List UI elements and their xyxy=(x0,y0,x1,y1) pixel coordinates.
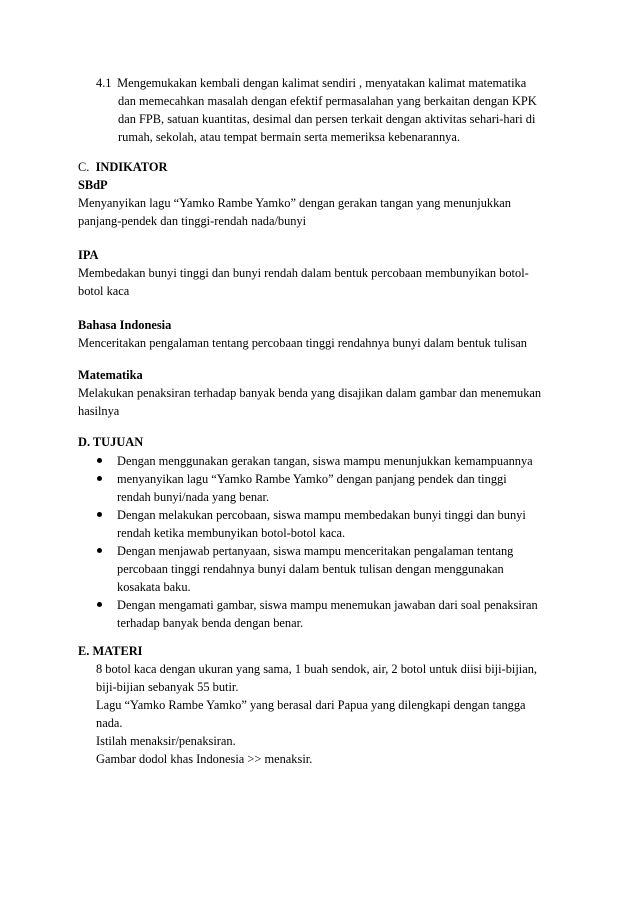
competency-line-1: Mengemukakan kembali dengan kalimat sendiri , menyatakan kalimat matematika xyxy=(117,76,527,90)
section-title: INDIKATOR xyxy=(95,160,168,174)
bahasa-line-1: Menceritakan pengalaman tentang percobaan tinggi rendahnya bunyi dalam bentuk tulisan xyxy=(78,336,528,350)
tujuan-3-line-1: Dengan melakukan percobaan, siswa mampu membedakan bunyi tinggi dan bunyi xyxy=(117,508,526,522)
materi-line-1: 8 botol kaca dengan ukuran yang sama, 1 buah sendok, air, 2 botol untuk diisi biji-bijian, xyxy=(96,662,538,676)
tujuan-3-line-2: rendah ketika membunyikan botol-botol kaca. xyxy=(117,526,346,540)
sbdp-title: SBdP xyxy=(78,178,108,192)
list-item xyxy=(93,452,563,470)
tujuan-list xyxy=(93,452,563,632)
list-item xyxy=(93,596,563,632)
materi-line-4: nada. xyxy=(96,716,123,730)
indikator-bahasa-indonesia xyxy=(78,316,558,352)
tujuan-2-line-2: rendah bunyi/nada yang benar. xyxy=(117,490,270,504)
list-item xyxy=(93,542,563,596)
ipa-title: IPA xyxy=(78,248,99,262)
indikator-sbdp xyxy=(78,176,558,230)
ipa-line-1: Membedakan bunyi tinggi dan bunyi rendah dalam bentuk percobaan membunyikan botol- xyxy=(78,266,529,280)
matematika-line-1: Melakukan penaksiran terhadap banyak benda yang disajikan dalam gambar dan menemukan xyxy=(78,386,542,400)
tujuan-4-line-1: Dengan menjawab pertanyaan, siswa mampu menceritakan pengalaman tentang xyxy=(117,544,514,558)
matematika-title: Matematika xyxy=(78,368,143,382)
competency-number: 4.1 xyxy=(96,76,112,90)
materi-line-5: Istilah menaksir/penaksiran. xyxy=(96,734,236,748)
bahasa-title: Bahasa Indonesia xyxy=(78,318,172,332)
list-item xyxy=(93,470,563,506)
section-tujuan-heading: D. TUJUAN xyxy=(78,435,144,449)
competency-line-3: dan FPB, satuan kuantitas, desimal dan persen terkait dengan aktivitas sehari-hari di xyxy=(118,112,536,126)
tujuan-4-line-2: percobaan tinggi rendahnya bunyi dalam bentuk tulisan dengan menggunakan xyxy=(117,562,504,576)
tujuan-1-line-1: Dengan menggunakan gerakan tangan, siswa mampu menunjukkan kemampuannya xyxy=(117,454,533,468)
sbdp-line-1: Menyanyikan lagu “Yamko Rambe Yamko” dengan gerakan tangan yang menunjukkan xyxy=(78,196,511,210)
list-item xyxy=(93,506,563,542)
materi-line-6: Gambar dodol khas Indonesia >> menaksir. xyxy=(96,752,313,766)
competency-line-4: rumah, sekolah, atau tempat bermain serta memeriksa kebenarannya. xyxy=(118,130,460,144)
competency-line-2: dan memecahkan masalah dengan efektif permasalahan yang berkaitan dengan KPK xyxy=(118,94,537,108)
competency-4-1 xyxy=(96,74,566,146)
ipa-line-2: botol kaca xyxy=(78,284,130,298)
tujuan-2-line-1: menyanyikan lagu “Yamko Rambe Yamko” dengan panjang pendek dan tinggi xyxy=(117,472,507,486)
section-indikator-heading xyxy=(78,158,167,176)
sbdp-line-2: panjang-pendek dan tinggi-rendah nada/bunyi xyxy=(78,214,307,228)
materi-line-3: Lagu “Yamko Rambe Yamko” yang berasal dari Papua yang dilengkapi dengan tangga xyxy=(96,698,526,712)
section-letter: C. xyxy=(78,160,90,174)
section-materi-heading: E. MATERI xyxy=(78,644,143,658)
matematika-line-2: hasilnya xyxy=(78,404,120,418)
materi-content xyxy=(96,660,566,768)
tujuan-4-line-3: kosakata baku. xyxy=(117,580,191,594)
indikator-matematika xyxy=(78,366,558,420)
tujuan-5-line-2: terhadap banyak benda dengan benar. xyxy=(117,616,304,630)
indikator-ipa xyxy=(78,246,558,300)
tujuan-5-line-1: Dengan mengamati gambar, siswa mampu menemukan jawaban dari soal penaksiran xyxy=(117,598,538,612)
materi-line-2: biji-bijian sebanyak 55 butir. xyxy=(96,680,239,694)
